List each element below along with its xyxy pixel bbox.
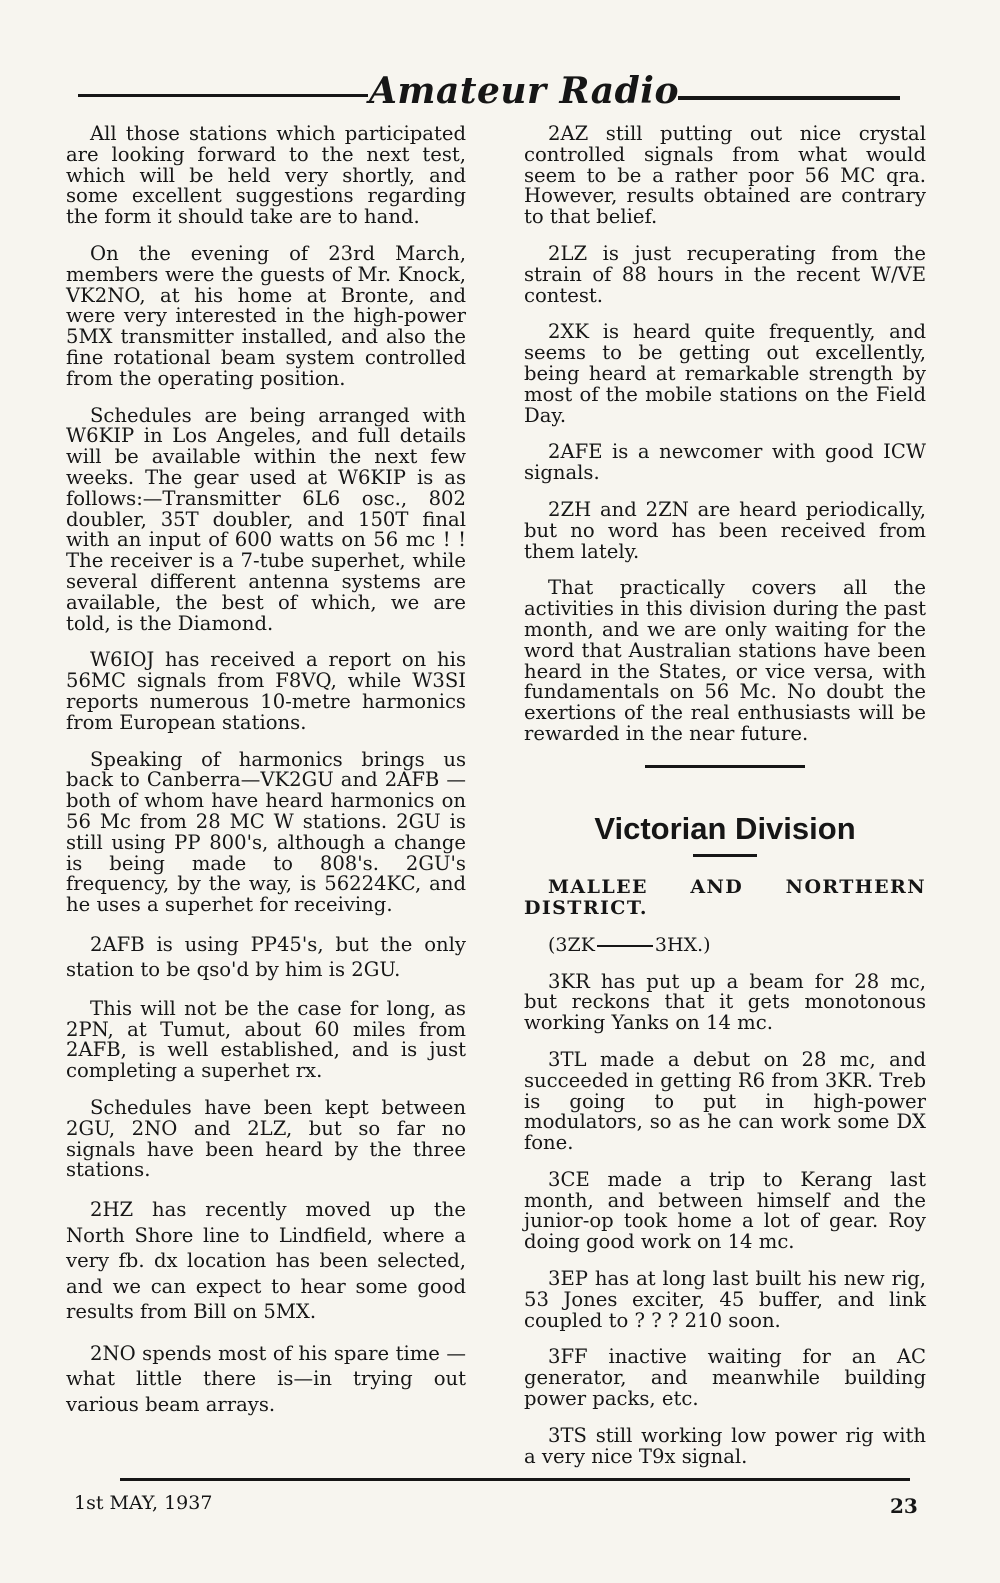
paragraph: 2AFB is using PP45's, but the only station to be qso'd by him is 2GU. bbox=[66, 932, 466, 982]
title-underline bbox=[693, 854, 757, 857]
paragraph: 2AFE is a newcomer with good ICW signals. bbox=[524, 440, 926, 485]
paragraph: 2AZ still putting out nice crystal controlled signals from what would seem to be a rather poor 56 MC qra. However, results obtained are contrary to that belief. bbox=[524, 122, 926, 229]
paragraph: 3TS still working low power rig with a very nice T9x signal. bbox=[524, 1423, 926, 1468]
paragraph: 3KR has put up a beam for 28 mc, but reckons that it gets monotonous working Yanks on 14 mc. bbox=[524, 969, 926, 1035]
paragraph: 3TL made a debut on 28 mc, and succeeded in getting R6 from 3KR. Treb is going to put in high-power modulators, so as he can work some DX fone. bbox=[524, 1047, 926, 1155]
district-callsigns bbox=[524, 935, 926, 956]
paragraph: 2NO spends most of his spare time —what little there is—in trying out various beam arrays. bbox=[66, 1341, 466, 1416]
paragraph: 3EP has at long last built his new rig, 53 Jones exciter, 45 buffer, and link coupled to ? ? ? 210 soon. bbox=[524, 1267, 926, 1332]
paragraph: This will not be the case for long, as 2PN, at Tumut, about 60 miles from 2AFB, is well established, and is just completing a superhet rx. bbox=[66, 996, 466, 1083]
district-heading: MALLEE AND NORTHERN DISTRICT. bbox=[524, 875, 926, 919]
masthead-rule-right bbox=[678, 96, 900, 100]
paragraph: All those stations which participated are looking forward to the next test, which will be held very shortly, and some excellent suggestions regarding the form it should take are to hand. bbox=[66, 122, 466, 229]
paragraph: 2HZ has recently moved up the North Shore line to Lindfield, where a very fb. dx location has been selected, and we can expect to hear some good results from Bill on 5MX. bbox=[66, 1198, 466, 1324]
callsign: (3ZK bbox=[548, 933, 595, 956]
publication-title: Amateur Radio bbox=[369, 70, 679, 112]
paragraph: 2LZ is just recuperating from the strain of 88 hours in the recent W/VE contest. bbox=[524, 241, 926, 307]
issue-date: 1st MAY, 1937 bbox=[74, 1492, 213, 1514]
footer-rule bbox=[120, 1478, 910, 1481]
section-title: Victorian Division bbox=[594, 810, 856, 846]
section-divider bbox=[645, 765, 805, 768]
page-number: 23 bbox=[890, 1494, 918, 1518]
paragraph: That practically covers all the activities in this division during the past month, and we are only waiting for the word that Australian stations have been heard in the States, or vice versa, with fundamentals on 56 Mc. No doubt the exertions of the real enthusiasts will be rewarded in the near future. bbox=[524, 576, 926, 745]
paragraph: 2XK is heard quite frequently, and seems to be getting out excellently, being heard at remarkable strength by most of the mobile stations on the Field Day. bbox=[524, 320, 926, 427]
paragraph: 3FF inactive waiting for an AC generator, and meanwhile building power packs, etc. bbox=[524, 1345, 926, 1411]
paragraph: On the evening of 23rd March, members were the guests of Mr. Knock, VK2NO, at his home at Bronte, and were very interested in the high-power 5MX transmitter installed, and also the fine rotational beam system controlled from the operating position. bbox=[66, 241, 466, 390]
left-column bbox=[66, 124, 466, 1433]
paragraph: Speaking of harmonics brings us back to Canberra—VK2GU and 2AFB —both of whom have heard harmonics on 56 Mc from 28 MC W stations. 2GU is still using PP 800's, although a change is being made to 808's. 2GU's frequency, by the way, is 56224KC, and he uses a superhet for receiving. bbox=[66, 747, 466, 917]
paragraph: Schedules are being arranged with W6KIP in Los Angeles, and full details will be available within the next few weeks. The gear used at W6KIP is as follows:—Transmitter 6L6 osc., 802 doubler, 35T doubler, and 150T final with an input of 600 watts on 56 mc ! ! The receiver is a 7-tube superhet, while several different antenna systems are available, the best of which, we are told, is the Diamond. bbox=[66, 403, 466, 635]
right-column bbox=[524, 124, 926, 1483]
callsign-dash bbox=[597, 945, 653, 947]
masthead-rule-left bbox=[78, 94, 368, 97]
callsign: 3HX.) bbox=[654, 933, 711, 956]
paragraph: W6IOJ has received a report on his 56MC signals from F8VQ, while W3SI reports numerous 10-metre harmonics from European stations. bbox=[66, 648, 466, 734]
masthead bbox=[78, 70, 900, 116]
paragraph: 3CE made a trip to Kerang last month, and between himself and the junior-op took home a lot of gear. Roy doing good work on 14 mc. bbox=[524, 1167, 926, 1254]
paragraph: Schedules have been kept between 2GU, 2NO and 2LZ, but so far no signals have been heard by the three stations. bbox=[66, 1096, 466, 1182]
paragraph: 2ZH and 2ZN are heard periodically, but no word has been received from them lately. bbox=[524, 497, 926, 563]
